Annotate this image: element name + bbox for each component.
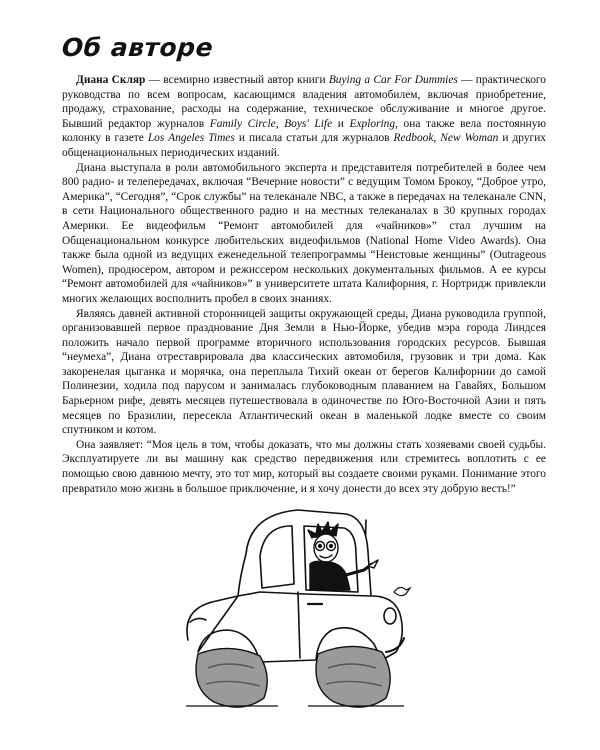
paragraph-biography: [62, 73, 546, 161]
text-segment: , она также вела постоянную колонку в газете: [62, 117, 546, 145]
text-segment: — практического руководства по всем вопросам, касающимся владения автомобилем, включая приобретение, продажу, страхование, расходы на содержание, техническое обслуживание и многое другое. Бывший редактор журналов: [62, 74, 546, 130]
author-name: Диана Скляр: [76, 74, 146, 86]
book-title: Buying a Car For Dummies: [328, 74, 458, 86]
magazine-title: New Woman: [440, 132, 499, 145]
text-segment: — всемирно известный автор книги: [145, 74, 329, 86]
magazine-title: Exploring: [349, 117, 396, 130]
text-segment: и: [332, 117, 350, 130]
newspaper-title: Los Angeles Times: [147, 132, 235, 145]
page-title: Об авторе: [60, 33, 215, 62]
hood-ornament: [394, 587, 410, 595]
text-segment: и писала статьи для журналов: [234, 132, 394, 145]
paragraph-media-career: Диана выступала в роли автомобильного эксперта и представителя потребителей в более чем 800 радио- и телепередачах, включая “Вечерние новости” с ведущим Томом Брокоу, “Доброе утро, Америка”, “Сегодня”, “Срок службы” на телеканале NBC, а также в передачах на телеканале CNN, в сети Национального общественного радио и на местных телеканалах в 30 крупных городах Америки. Ее видеофильм “Ремонт автомобилей для «чайников»” стал лучшим на Общенациональном конкурсе любительских видеофильмов (National Home Video Awards). Она также была одной из ведущих еженедельной телепрограммы “Неистовые женщины” (Outrageous Women), продюсером, автором и режиссером нескольких документальных фильмов. А ее курсы “Ремонт автомобилей для «чайников»” в университете штата Калифорния, г. Нортридж привлекли многих желающих восполнить пробел в своих знаниях.: [62, 161, 546, 305]
text-segment: и других общенациональных периодических изданий.: [62, 132, 546, 159]
rear-wheel: [196, 648, 267, 707]
magazine-title: Redbook: [393, 132, 434, 145]
text-segment: ,: [275, 117, 285, 130]
magazine-title: Family Circle: [209, 117, 276, 130]
front-wheel: [316, 646, 390, 707]
text-segment: ,: [433, 132, 441, 145]
paragraph-quote: Она заявляет: “Моя цель в том, чтобы доказать, что мы должны стать хозяевами своей судьбы. Эксплуатируете ли вы машину как средство передвижения или стремитесь воплотить с ее помощью свою давнюю мечту, это тот мир, который вы создаете своими руками. Понимание этого превратило мою жизнь в большое приключение, и я хочу донести до всех эту добрую весть!”: [62, 438, 546, 495]
paragraph-environment-travel: Являясь давней активной сторонницей защиты окружающей среды, Диана руководила группой, организовавшей первое празднование Дня Земли в Нью-Йорке, убедив мэра города Линдсея положить начало первой программе вторичного использования городских ресурсов. Бывшая “неумеха”, Диана отреставрировала два классических автомобиля, грузовик и три дома. Как закоренелая цыганка и морячка, она переплыла Тихий океан от берегов Калифорнии до самой Полинезии, ходила под парусом и занималась глубоководным плаванием на Гавайях, Большом Барьерном рифе, девять месяцев путешествовала в одиночестве по Юго-Восточной Азии и пять месяцев по Бразилии, пересекла Атлантический океан в маленькой лодке вместе со своим спутником и котом.: [62, 307, 546, 437]
car-cartoon-illustration: [168, 492, 418, 722]
article-body: [62, 73, 546, 496]
magazine-title: Boys' Life: [284, 117, 333, 130]
headlight: [384, 608, 396, 624]
